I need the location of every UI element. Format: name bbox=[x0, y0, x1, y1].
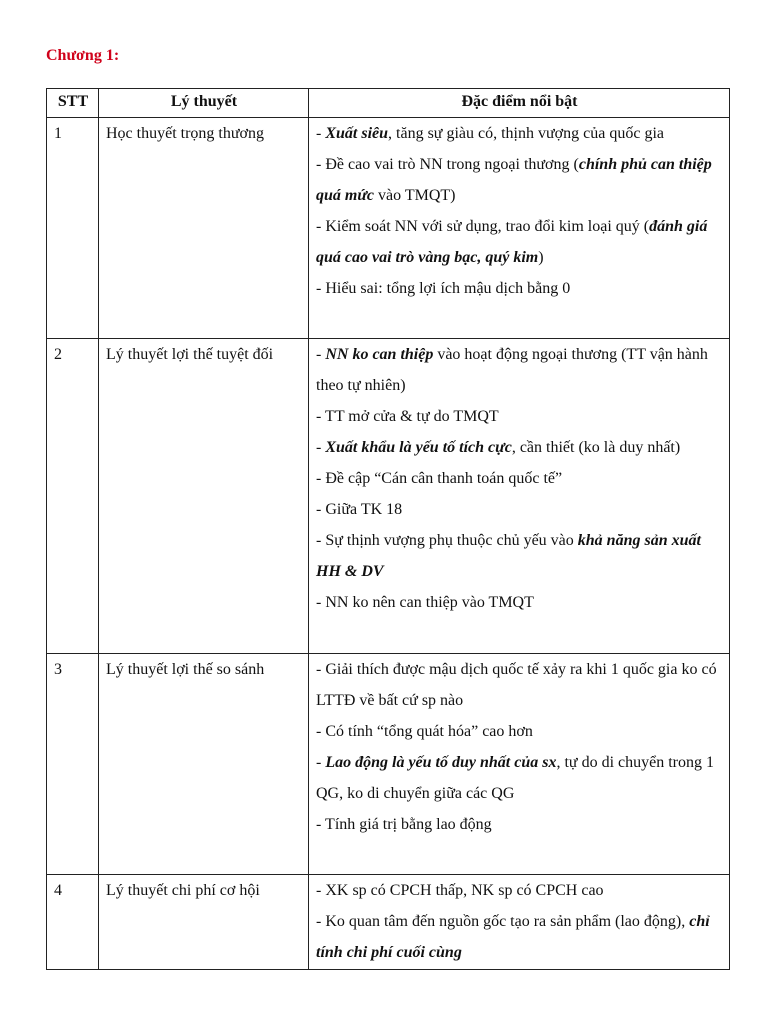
chapter-title: Chương 1: bbox=[46, 47, 120, 64]
feature-text: - XK sp có CPCH thấp, NK sp có CPCH cao bbox=[316, 882, 604, 899]
row-features bbox=[309, 339, 730, 654]
header-stt: STT bbox=[47, 89, 99, 118]
feature-text: - Tính giá trị bằng lao động bbox=[316, 816, 492, 833]
feature-text: - Giải thích được mậu dịch quốc tế xảy ra khi 1 quốc gia ko có LTTĐ về bất cứ sp nào bbox=[316, 661, 717, 709]
feature-emphasis: khả năng sản xuất HH & DV bbox=[316, 532, 701, 580]
row-stt: 1 bbox=[47, 118, 99, 339]
header-features: Đặc điểm nổi bật bbox=[309, 89, 730, 118]
feature-text: , cần thiết (ko là duy nhất) bbox=[511, 439, 681, 456]
feature-line bbox=[316, 875, 723, 906]
feature-line bbox=[316, 906, 723, 968]
feature-text: - bbox=[316, 125, 326, 142]
feature-text: - Hiểu sai: tổng lợi ích mậu dịch bằng 0 bbox=[316, 280, 571, 297]
feature-line bbox=[316, 654, 723, 716]
feature-text: - TT mở cửa & tự do TMQT bbox=[316, 408, 499, 425]
theory-table bbox=[46, 88, 730, 970]
feature-line bbox=[316, 339, 723, 401]
feature-line bbox=[316, 432, 723, 463]
row-theory: Lý thuyết lợi thế so sánh bbox=[99, 654, 309, 875]
row-features bbox=[309, 654, 730, 875]
feature-text: - Có tính “tổng quát hóa” cao hơn bbox=[316, 723, 533, 740]
header-theory: Lý thuyết bbox=[99, 89, 309, 118]
feature-line bbox=[316, 809, 723, 840]
feature-line bbox=[316, 494, 723, 525]
row-stt: 3 bbox=[47, 654, 99, 875]
feature-text: - Đề cập “Cán cân thanh toán quốc tế” bbox=[316, 470, 563, 487]
feature-text: - bbox=[316, 439, 326, 456]
feature-line bbox=[316, 273, 723, 304]
feature-line bbox=[316, 118, 723, 149]
row-stt: 2 bbox=[47, 339, 99, 654]
feature-text: - Ko quan tâm đến nguồn gốc tạo ra sản phẩm (lao động), bbox=[316, 913, 690, 930]
feature-text: - bbox=[316, 754, 326, 771]
feature-emphasis: chính phủ can thiệp quá mức bbox=[316, 156, 712, 204]
feature-emphasis: đánh giá quá cao vai trò vàng bạc, quý kim bbox=[316, 218, 708, 266]
row-features bbox=[309, 118, 730, 339]
feature-line bbox=[316, 149, 723, 211]
feature-text: - Sự thịnh vượng phụ thuộc chủ yếu vào bbox=[316, 532, 578, 549]
feature-emphasis: chỉ tính chi phí cuối cùng bbox=[316, 913, 710, 961]
table-header-row bbox=[47, 89, 730, 118]
feature-text: - NN ko nên can thiệp vào TMQT bbox=[316, 594, 534, 611]
row-theory: Lý thuyết lợi thế tuyệt đối bbox=[99, 339, 309, 654]
feature-text: , tự do di chuyển trong 1 QG, ko di chuyển giữa các QG bbox=[316, 754, 715, 802]
feature-emphasis: Xuất khẩu là yếu tố tích cực bbox=[325, 439, 512, 456]
feature-text: vào hoạt động ngoại thương (TT vận hành theo tự nhiên) bbox=[316, 346, 708, 394]
row-theory: Học thuyết trọng thương bbox=[99, 118, 309, 339]
row-stt: 4 bbox=[47, 875, 99, 970]
feature-line bbox=[316, 747, 723, 809]
feature-text: , tăng sự giàu có, thịnh vượng của quốc gia bbox=[388, 125, 664, 142]
table-row bbox=[47, 875, 730, 970]
feature-text: - Kiểm soát NN với sử dụng, trao đổi kim loại quý ( bbox=[316, 218, 650, 235]
feature-emphasis: NN ko can thiệp bbox=[325, 346, 434, 363]
row-theory: Lý thuyết chi phí cơ hội bbox=[99, 875, 309, 970]
feature-emphasis: Xuất siêu bbox=[325, 125, 389, 142]
table-row bbox=[47, 118, 730, 339]
feature-line bbox=[316, 401, 723, 432]
feature-text: vào TMQT) bbox=[374, 187, 456, 204]
feature-text: - Giữa TK 18 bbox=[316, 501, 403, 518]
row-features bbox=[309, 875, 730, 970]
table-row bbox=[47, 654, 730, 875]
feature-line bbox=[316, 463, 723, 494]
feature-text: - bbox=[316, 346, 326, 363]
feature-text: ) bbox=[538, 249, 544, 266]
feature-line bbox=[316, 587, 723, 618]
feature-text: - Đề cao vai trò NN trong ngoại thương ( bbox=[316, 156, 579, 173]
feature-line bbox=[316, 525, 723, 587]
feature-line bbox=[316, 211, 723, 273]
table-row bbox=[47, 339, 730, 654]
feature-emphasis: Lao động là yếu tố duy nhất của sx bbox=[325, 754, 557, 771]
feature-line bbox=[316, 716, 723, 747]
